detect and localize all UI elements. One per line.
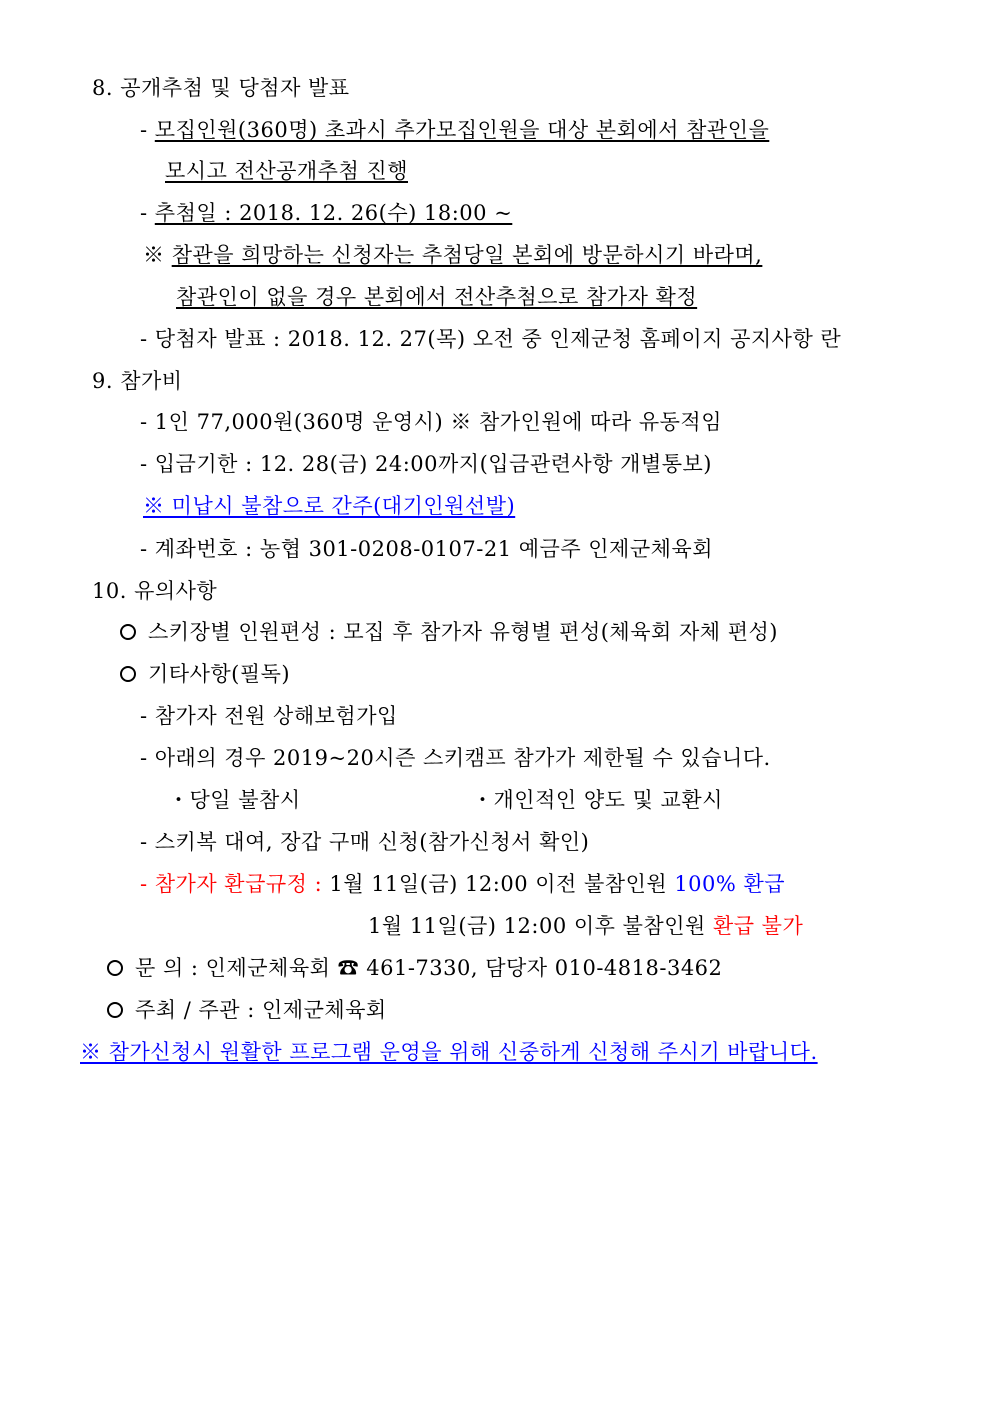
circle-bullet-icon [120,624,136,640]
nonpayment-note: ※ 미납시 불참으로 간주(대기인원선발) [143,494,516,518]
restriction-case-1: ・당일 불참시 [168,788,301,812]
section-10-title: 10. 유의사항 [92,579,218,603]
section-8-item-1-text: 모집인원(360명) 초과시 추가모집인원을 대상 본회에서 참관인을 [154,118,770,142]
fee-amount: - 1인 77,000원(360명 운영시) ※ 참가인원에 따라 유동적임 [140,410,722,434]
bullet-other-notes-text: 기타사항(필독) [148,662,291,686]
section-8-note-text: 참관을 희망하는 신청자는 추첨당일 본회에 방문하시기 바라며, [171,243,763,267]
refund-1-text: 1월 11일(금) 12:00 이전 불참인원 [329,872,675,896]
bullet-ski-groups-text: 스키장별 인원편성 : 모집 후 참가자 유형별 편성(체육회 자체 편성) [148,620,778,644]
winner-announcement: - 당첨자 발표 : 2018. 12. 27(목) 오전 중 인제군청 홈페이지 공지사항 란 [140,327,842,351]
section-8-item-2 [140,199,512,227]
refund-2-text: 1월 11일(금) 12:00 이후 불참인원 [368,914,713,938]
contact-inquiry-text: 문 의 : 인제군체육회 ☎ 461-7330, 담당자 010-4818-3462 [135,956,723,980]
contact-inquiry [107,954,722,982]
restriction-case-2: ・개인적인 양도 및 교환시 [472,788,723,812]
rental-note: - 스키복 대여, 장갑 구매 신청(참가신청서 확인) [140,830,590,854]
payment-deadline: - 입금기한 : 12. 28(금) 24:00까지(입금관련사항 개별통보) [140,452,712,476]
draw-date: 추첨일 : 2018. 12. 26(수) 18:00 ~ [154,201,513,225]
section-9-title: 9. 참가비 [92,369,183,393]
refund-1-value: 100% 환급 [674,872,786,896]
section-8-note [143,241,762,269]
circle-bullet-icon [120,666,136,682]
refund-rule-2 [368,912,803,940]
refund-2-value: 환급 불가 [712,914,804,938]
bullet-other-notes [120,660,290,688]
footer-note: ※ 참가신청시 원활한 프로그램 운영을 위해 신중하게 신청해 주시기 바랍니다. [80,1040,818,1064]
refund-label: - 참가자 환급규정 : [140,872,330,896]
note-mark: ※ [143,243,172,267]
dash: - [140,118,155,142]
bullet-ski-groups [120,618,778,646]
circle-bullet-icon [107,960,123,976]
section-8-title: 8. 공개추첨 및 당첨자 발표 [92,76,350,100]
contact-host-text: 주최 / 주관 : 인제군체육회 [135,998,387,1022]
section-8-note-cont: 참관인이 없을 경우 본회에서 전산추첨으로 참가자 확정 [176,285,698,309]
refund-rule-1 [140,870,785,898]
dash: - [140,201,155,225]
contact-host [107,996,387,1024]
account-number: - 계좌번호 : 농협 301-0208-0107-21 예금주 인제군체육회 [140,537,713,561]
section-8-item-1-cont: 모시고 전산공개추첨 진행 [165,159,408,183]
restriction-note: - 아래의 경우 2019~20시즌 스키캠프 참가가 제한될 수 있습니다. [140,746,771,770]
circle-bullet-icon [107,1002,123,1018]
section-8-item-1 [140,116,769,144]
insurance-note: - 참가자 전원 상해보험가입 [140,704,398,728]
